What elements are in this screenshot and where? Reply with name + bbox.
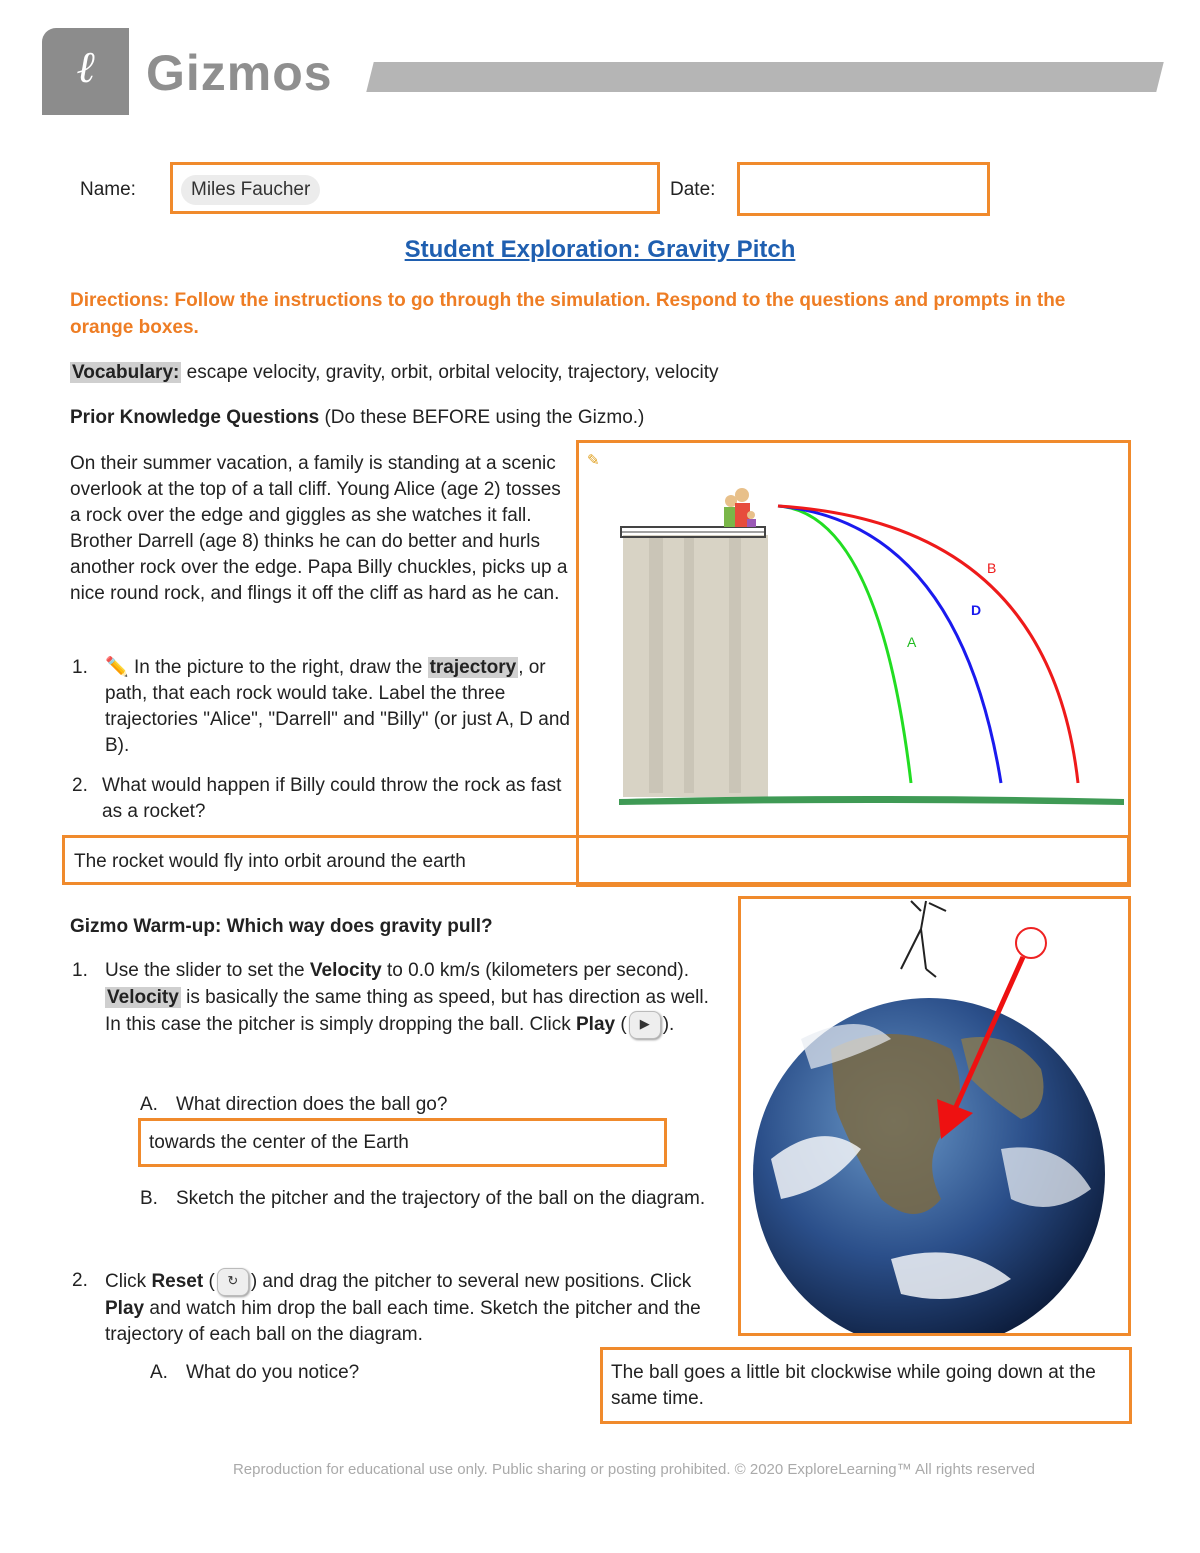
vocabulary-label: Vocabulary: — [72, 362, 180, 383]
warmup-q2A-text: What do you notice? — [186, 1362, 360, 1383]
warmup-q1-c: is basically the same thing as speed, but has direction as well. In this case the pitcher is simply dropping the ball. Click — [105, 986, 709, 1036]
earth-diagram-box[interactable] — [738, 896, 1131, 1336]
term-trajectory: trajectory — [429, 657, 517, 678]
pitcher-figure — [901, 901, 946, 977]
warmup-qA-label: A. — [140, 1094, 158, 1115]
date-field[interactable] — [737, 162, 990, 216]
directions: Directions: Follow the instructions to go through the simulation. Respond to the questions and prompts in the orange boxes. — [70, 290, 1066, 338]
reset-word: Reset — [151, 1271, 204, 1293]
logo-icon: ℓ — [76, 42, 95, 93]
page-title: Student Exploration: Gravity Pitch — [404, 236, 796, 263]
family-figures — [724, 488, 756, 527]
date-label: Date: — [670, 179, 716, 200]
vocabulary-terms: escape velocity, gravity, orbit, orbital velocity, trajectory, velocity — [186, 362, 719, 383]
warmup-q2-b: ) and drag the pitcher to several new positions. Click — [250, 1271, 692, 1293]
play-word: Play — [105, 1298, 145, 1319]
prior-q1-pre: In the picture to the right, draw the — [133, 657, 423, 678]
vocabulary-line — [70, 360, 718, 386]
play-word: Play — [576, 1014, 616, 1036]
brand-name: Gizmos — [146, 45, 333, 101]
warmup-q1-b: to 0.0 km/s (kilometers per second). — [387, 960, 689, 981]
prior-q2-number: 2. — [72, 775, 88, 796]
prior-heading-line — [70, 405, 644, 431]
term-velocity-highlight: Velocity — [107, 986, 179, 1008]
warmup-q1-a: Use the slider to set the — [105, 960, 305, 981]
prior-story: On their summer vacation, a family is standing at a scenic overlook at the top of a tall cliff. Young Alice (age 2) tosses a rock over the edge and giggles as she watches it fall. Brother Darrell (age 8) thinks he can do better and hurls another rock over the edge. Papa Billy chuckles, picks up a nice round rock, and flings it off the cliff as hard as he can. — [70, 453, 568, 604]
trajectory-darrell — [778, 506, 1001, 783]
warmup-q2A-label: A. — [150, 1362, 168, 1383]
warmup-q2-a: Click — [105, 1271, 147, 1293]
trajectory-alice — [778, 506, 911, 783]
warmup-qB-text: Sketch the pitcher and the trajectory of the ball on the diagram. — [176, 1188, 706, 1209]
ground — [619, 796, 1124, 805]
prior-q1-text — [105, 655, 570, 759]
pencil-icon: ✏️ — [105, 657, 129, 678]
prior-heading-note: (Do these BEFORE using the Gizmo.) — [324, 407, 645, 428]
warmup-q1-number: 1. — [72, 960, 88, 981]
ball — [1016, 928, 1046, 958]
play-icon[interactable]: ▶ — [629, 1011, 661, 1039]
cliff — [623, 535, 768, 797]
warmup-q2A-answer: The ball goes a little bit clockwise while going down at the same time. — [611, 1362, 1096, 1409]
paren-close: ). — [662, 1014, 675, 1036]
warmup-qA-text: What direction does the ball go? — [176, 1094, 448, 1115]
prior-q1-number: 1. — [72, 657, 88, 678]
paren-open: ( — [208, 1271, 215, 1293]
header-bar — [366, 62, 1163, 92]
earth-diagram — [741, 899, 1128, 1333]
prior-q2-text: What would happen if Billy could throw the rock as fast as a rocket? — [102, 775, 562, 822]
reset-icon[interactable]: ↻ — [217, 1268, 249, 1296]
pencil-icon: ✎ — [587, 452, 600, 469]
warmup-qB-label: B. — [140, 1188, 158, 1209]
warmup-qA-answer: towards the center of the Earth — [149, 1132, 409, 1153]
prior-q1-post: , or path, that each rock would take. Label the three trajectories "Alice", "Darrell" and "Billy" (or just A, D and B). — [105, 657, 570, 756]
prior-heading: Prior Knowledge Questions — [70, 407, 320, 428]
name-value: Miles Faucher — [181, 175, 320, 205]
trajectory-billy — [778, 506, 1078, 783]
label-d: D — [971, 602, 982, 618]
cliff-diagram — [579, 443, 1128, 884]
warmup-q2-text — [105, 1268, 730, 1348]
warmup-q2-number: 2. — [72, 1270, 88, 1291]
warmup-heading: Gizmo Warm-up: Which way does gravity pull? — [70, 916, 493, 937]
warmup-q2-c: and watch him drop the ball each time. Sketch the pitcher and the trajectory of each ball on the diagram. — [105, 1298, 701, 1345]
label-a: A — [907, 634, 917, 650]
label-b: B — [987, 560, 997, 576]
footer-note: Reproduction for educational use only. Public sharing or posting prohibited. © 2020 ExploreLearning™ All rights reserved — [232, 1461, 1036, 1478]
cliff-diagram-box[interactable] — [576, 440, 1131, 887]
term-velocity: Velocity — [309, 960, 382, 981]
warmup-q1-text — [105, 958, 720, 1039]
prior-q2-answer: The rocket would fly into orbit around the earth — [74, 851, 466, 872]
name-label: Name: — [80, 179, 136, 200]
paren-open: ( — [620, 1014, 627, 1036]
